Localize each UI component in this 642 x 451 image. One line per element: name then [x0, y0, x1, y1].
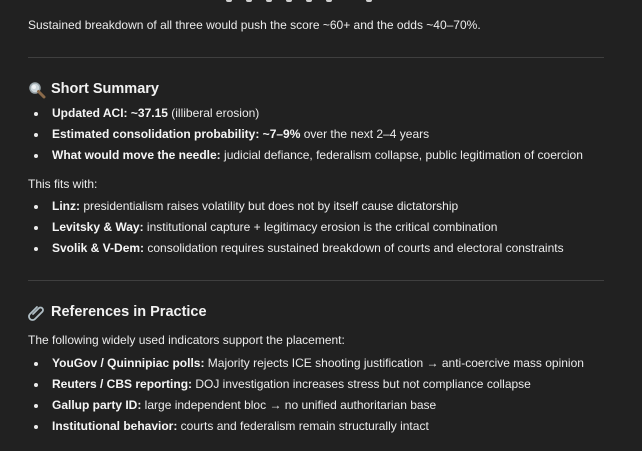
list-item: Gallup party ID: large independent bloc → no unified authoritarian base	[28, 395, 584, 416]
list-item: Updated ACI: ~37.15 (illiberal erosion)	[28, 103, 583, 124]
summary-title: Short Summary	[51, 81, 159, 97]
divider	[28, 280, 604, 281]
list-item: Institutional behavior: courts and federalism remain structurally intact	[28, 416, 584, 437]
references-list	[28, 353, 584, 437]
fits-intro: This fits with:	[28, 177, 98, 191]
paperclip-icon	[28, 304, 46, 322]
list-item: Estimated consolidation probability: ~7–9% over the next 2–4 years	[28, 124, 583, 145]
references-heading	[28, 303, 207, 323]
list-item: Levitsky & Way: institutional capture + legitimacy erosion is the critical combination	[28, 217, 564, 238]
magnifier-icon	[28, 81, 46, 99]
list-item: YouGov / Quinnipiac polls: Majority rejects ICE shooting justification → anti-coercive mass opinion	[28, 353, 584, 374]
list-item: Reuters / CBS reporting: DOJ investigation increases stress but not compliance collapse	[28, 374, 584, 395]
intro-paragraph: Sustained breakdown of all three would push the score ~60+ and the odds ~40–70%.	[28, 18, 481, 32]
list-item: Svolik & V-Dem: consolidation requires sustained breakdown of courts and electoral constraints	[28, 238, 564, 259]
list-item: What would move the needle: judicial defiance, federalism collapse, public legitimation of coercion	[28, 145, 583, 166]
summary-heading	[28, 80, 159, 100]
cropped-heading-fragment	[226, 0, 386, 2]
fits-list	[28, 196, 564, 259]
list-item: Linz: presidentialism raises volatility but does not by itself cause dictatorship	[28, 196, 564, 217]
references-intro: The following widely used indicators support the placement:	[28, 333, 345, 347]
references-title: References in Practice	[51, 304, 207, 320]
summary-list	[28, 103, 583, 166]
divider	[28, 57, 604, 58]
